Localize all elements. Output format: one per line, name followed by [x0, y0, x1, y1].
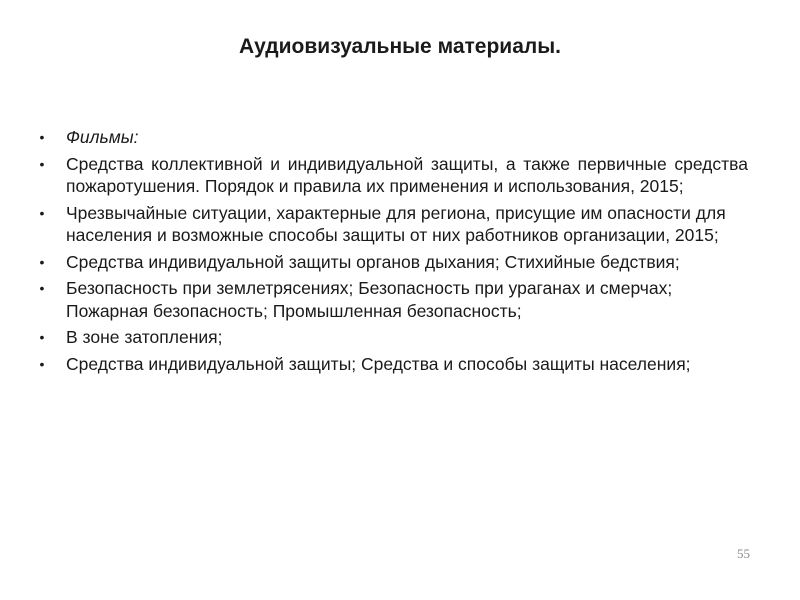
bullet-icon: • — [39, 253, 45, 270]
list-item — [36, 202, 748, 247]
list-item-text: Безопасность при землетрясениях; Безопасность при ураганах и смерчах; Пожарная безопасность; Промышленная безопасность; — [66, 278, 673, 321]
list-item — [36, 126, 748, 149]
list-item-text: В зоне затопления; — [66, 327, 223, 347]
page-number: 55 — [737, 546, 750, 561]
bullet-icon: • — [39, 329, 45, 345]
bullet-list — [36, 126, 748, 379]
list-item-text: Средства индивидуальной защиты органов дыхания; Стихийные бедствия; — [66, 251, 680, 272]
bullet-icon: • — [39, 155, 45, 172]
bullet-icon: • — [39, 129, 45, 145]
slide-title: Аудиовизуальные материалы. — [238, 35, 561, 58]
list-item-text: Чрезвычайные ситуации, характерные для региона, присущие им опасности для населения и возможные способы защиты от них работников организации, 2015; — [66, 202, 726, 245]
list-item — [36, 251, 748, 274]
bullet-icon: • — [39, 280, 45, 296]
bullet-icon: • — [39, 355, 45, 372]
list-item-text: Средства индивидуальной защиты; Средства и способы защиты населения; — [66, 353, 691, 374]
list-item — [36, 277, 748, 322]
bullet-icon: • — [39, 204, 45, 221]
list-item — [36, 326, 748, 349]
list-item — [36, 353, 748, 376]
list-item-text: Фильмы: — [66, 127, 139, 147]
list-item — [36, 153, 748, 198]
list-item-text: Средства коллективной и индивидуальной защиты, а также первичные средства пожаротушения. Порядок и правила их применения и использования, 2015; — [66, 153, 748, 196]
